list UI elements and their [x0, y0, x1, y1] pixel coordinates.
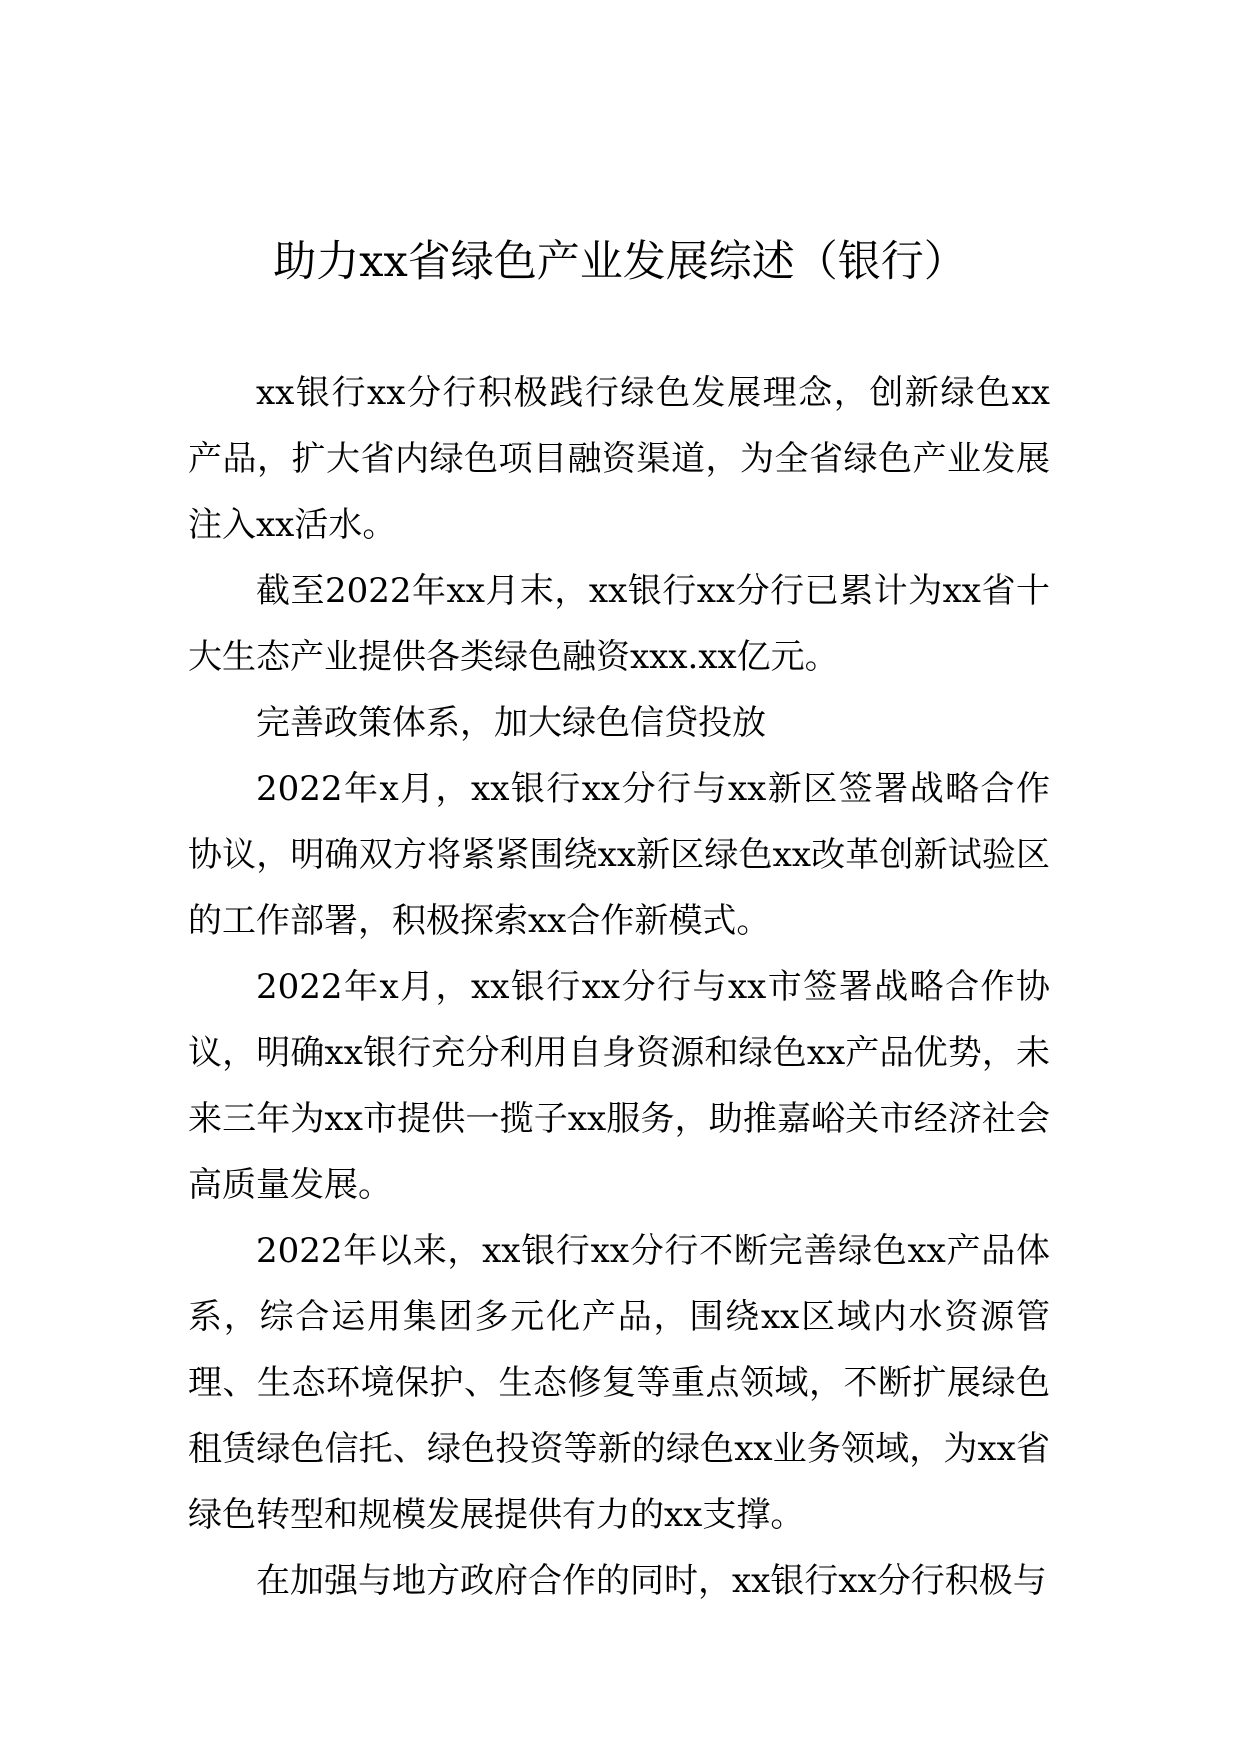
section-heading: 完善政策体系，加大绿色信贷投放	[256, 703, 766, 743]
paragraph-government-cooperation: 在加强与地方政府合作的同时，xx银行xx分行积极与	[256, 1561, 1047, 1601]
paragraph-product-system: 2022年以来，xx银行xx分行不断完善绿色xx产品体系，综合运用集团多元化产品，围绕xx区域内水资源管理、生态环境保护、生态修复等重点领域，不断扩展绿色租赁绿色信托、绿色投资等新的绿色xx业务领域，为xx省绿色转型和规模发展提供有力的xx支撑。	[188, 1231, 1050, 1535]
document-body	[188, 360, 1050, 1614]
paragraph-city-agreement: 2022年x月，xx银行xx分行与xx市签署战略合作协议，明确xx银行充分利用自身资源和绿色xx产品优势，未来三年为xx市提供一揽子xx服务，助推嘉峪关市经济社会高质量发展。	[188, 967, 1050, 1205]
paragraph-financing-total: 截至2022年xx月末，xx银行xx分行已累计为xx省十大生态产业提供各类绿色融资xxx.xx亿元。	[188, 571, 1050, 677]
paragraph-intro: xx银行xx分行积极践行绿色发展理念，创新绿色xx产品，扩大省内绿色项目融资渠道，为全省绿色产业发展注入xx活水。	[188, 373, 1050, 545]
paragraph-new-area-agreement: 2022年x月，xx银行xx分行与xx新区签署战略合作协议，明确双方将紧紧围绕xx新区绿色xx改革创新试验区的工作部署，积极探索xx合作新模式。	[188, 769, 1050, 941]
document-title: 助力xx省绿色产业发展综述（银行）	[273, 237, 967, 287]
